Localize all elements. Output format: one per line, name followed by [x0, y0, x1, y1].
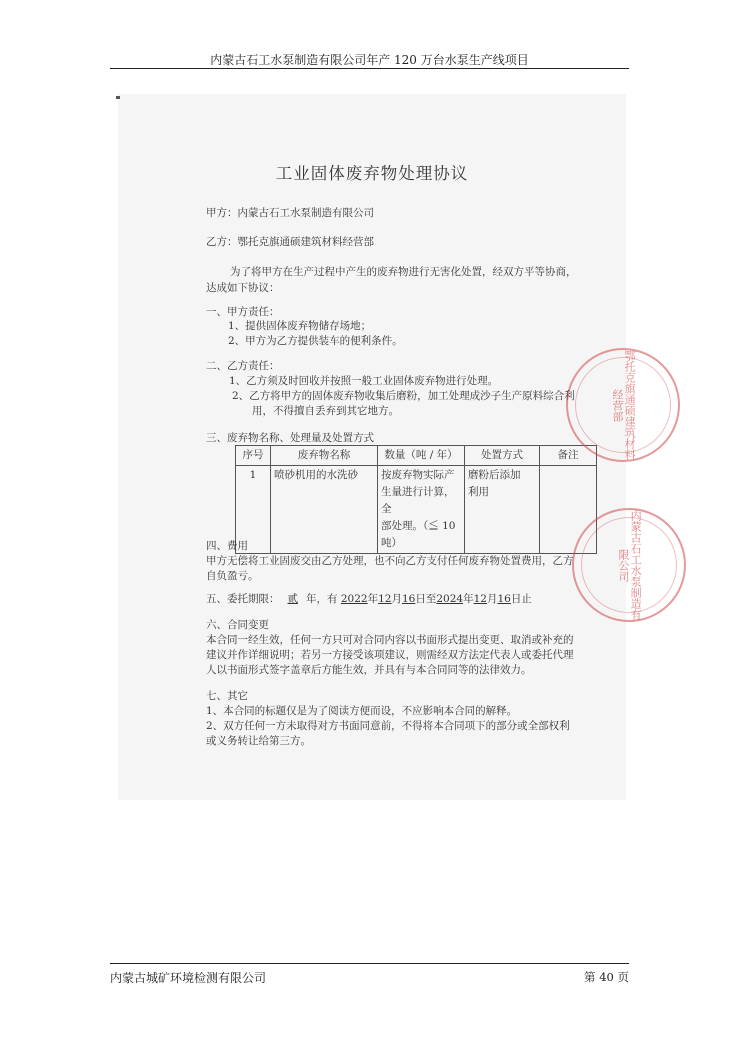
cell-method	[465, 466, 540, 554]
cell-no: 1	[236, 466, 271, 554]
section7-text: 1、本合同的标题仅是为了阅读方便而设，不应影响本合同的解释。	[206, 705, 518, 717]
col-header-quantity: 数量（吨 / 年）	[378, 446, 465, 466]
cell-method-line: 磨粉后添加	[468, 469, 521, 481]
cell-name: 喷砂机用的水洗砂	[271, 466, 378, 554]
section1-item: 2、甲方为乙方提供装车的便利条件。	[228, 335, 403, 347]
section3-heading: 三、废弃物名称、处理量及处置方式	[206, 432, 374, 444]
table-header-row	[236, 446, 597, 466]
footer-company: 内蒙古城矿环境检测有限公司	[110, 971, 267, 985]
section7-heading: 七、其它	[206, 690, 248, 702]
intro-line-1: 为了将甲方在生产过程中产生的废弃物进行无害化处置，经双方平等协商，	[230, 266, 577, 278]
section2-heading: 二、乙方责任：	[206, 360, 280, 372]
term-end-month: 12	[473, 593, 487, 605]
cell-quantity-line: 部处理。（≦ 10	[381, 520, 456, 532]
party-a: 甲方：内蒙古石工水泵制造有限公司	[206, 207, 374, 219]
cell-quantity-line: 吨）	[381, 537, 402, 549]
section2-item: 1、乙方须及时回收并按照一般工业固体废弃物进行处理。	[229, 375, 499, 387]
section1-heading: 一、甲方责任：	[206, 306, 280, 318]
term-end-year: 2024	[436, 593, 464, 605]
party-b: 乙方：鄂托克旗通硕建筑材料经营部	[206, 236, 374, 248]
document-title: 工业固体废弃物处理协议	[275, 164, 469, 183]
cell-quantity-line: 按废弃物实际产	[381, 469, 455, 481]
term-year-word: 年，有	[306, 593, 338, 605]
party-b-seal-text: 鄂托克旗通硕建筑材料经营部	[611, 350, 637, 460]
table-row	[236, 466, 597, 554]
term-start-day: 16	[401, 593, 416, 605]
cell-method-line: 利用	[468, 486, 489, 498]
footer-page-number: 第 40 页	[584, 970, 629, 984]
term-years: 贰	[287, 593, 298, 605]
section6-heading: 六、合同变更	[206, 619, 269, 631]
section6-text: 人以书面形式签字盖章后方能生效，并具有与本合同同等的法律效力。	[206, 664, 532, 676]
party-a-seal-stamp	[572, 508, 686, 622]
term-start-month: 12	[378, 593, 392, 605]
party-b-seal-stamp	[566, 348, 680, 462]
section1-item: 1、提供固体废弃物储存场地；	[228, 320, 372, 332]
header-divider	[110, 68, 629, 69]
section2-item: 用，不得擅自丢弃到其它地方。	[252, 405, 399, 417]
section4-text: 甲方无偿将工业固废交由乙方处理，也不向乙方支付任何废弃物处置费用，乙方	[206, 555, 574, 567]
section4-heading: 四、费用	[206, 540, 248, 552]
col-header-no: 序号	[236, 446, 271, 466]
term-end-word: 止	[521, 593, 532, 605]
col-header-remark: 备注	[540, 446, 597, 466]
cell-quantity-line: 生量进行计算，全	[381, 486, 455, 515]
section6-text: 建议并作详细说明；若另一方接受该项建议，则需经双方法定代表人或委托代理	[206, 649, 574, 661]
section2-item: 2、乙方将甲方的固体废弃物收集后磨粉，加工处理成沙子生产原料综合利	[232, 390, 575, 402]
party-a-seal-text: 内蒙古石工水泵制造有限公司	[617, 510, 643, 620]
section7-text: 或义务转让给第三方。	[206, 735, 311, 747]
waste-table	[235, 445, 597, 554]
footer-divider	[110, 963, 629, 964]
col-header-method: 处置方式	[465, 446, 540, 466]
term-label: 五、委托期限：	[206, 593, 280, 605]
section4-text: 自负盈亏。	[206, 570, 259, 582]
section7-text: 2、双方任何一方未取得对方书面同意前，不得将本合同项下的部分或全部权利	[206, 720, 570, 732]
section6-text: 本合同一经生效，任何一方只可对合同内容以书面形式提出变更、取消或补充的	[206, 634, 574, 646]
term-start-year: 2022	[340, 593, 368, 605]
cell-quantity	[378, 466, 465, 554]
scan-artifact	[116, 96, 120, 99]
col-header-name: 废弃物名称	[271, 446, 378, 466]
section5-term: 五、委托期限： 贰 年，有 2022年12月16日至2024年12月16日止	[206, 593, 532, 605]
intro-line-2: 达成如下协议：	[206, 282, 280, 294]
page-header-title: 内蒙古石工水泵制造有限公司年产 120 万台水泵生产线项目	[210, 53, 529, 67]
term-end-day: 16	[497, 593, 511, 605]
